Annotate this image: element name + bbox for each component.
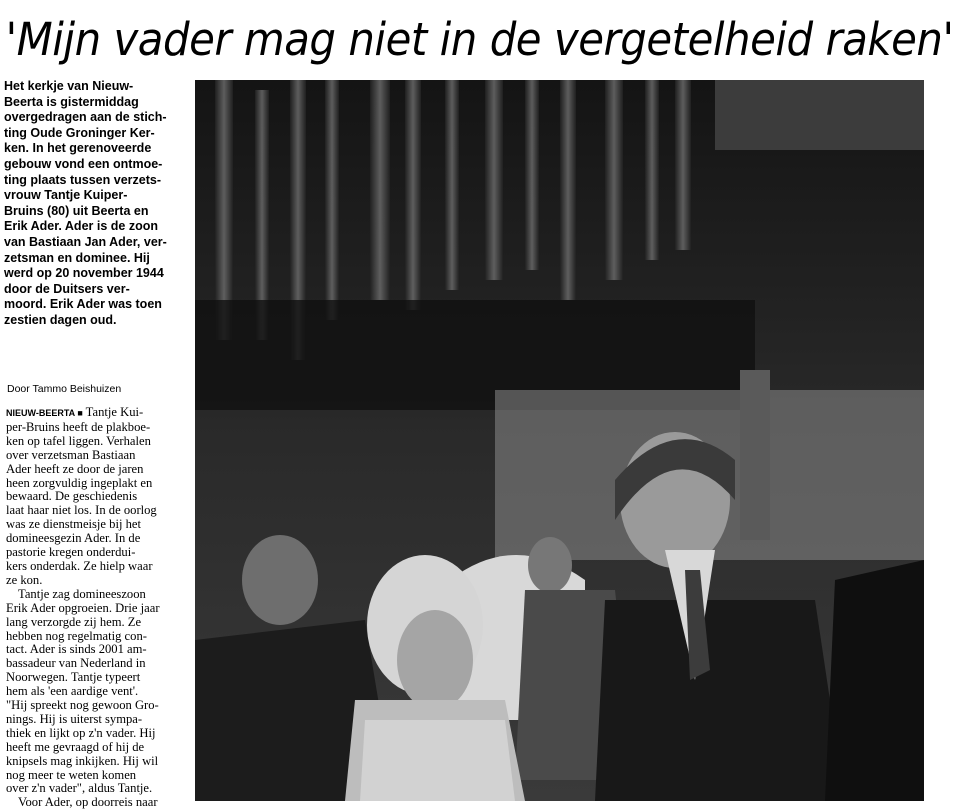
paragraph-1	[6, 406, 192, 588]
byline: Door Tammo Beishuizen	[7, 383, 122, 395]
dateline: NIEUW-BEERTA ■	[6, 408, 83, 418]
article-photo	[195, 80, 924, 801]
lead-paragraph: Het kerkje van Nieuw- Beerta is gistermiddag overgedragen aan de stich- ting Oude Groninger Ker- ken. In het gerenoveerde gebouw vond een ontmoe- ting plaats tussen verzets- vrouw Tantje Kuiper- Bruins (80) uit Beerta en Erik Ader. Ader is de zoon van Bastiaan Jan Ader, ver- zetsman en dominee. Hij werd op 20 november 1944 door de Duitsers ver- moord. Erik Ader was toen zestien dagen oud.	[4, 79, 167, 327]
article-body	[6, 405, 192, 810]
headline: 'Mijn vader mag niet in de vergetelheid raken'	[5, 13, 954, 66]
photo-church-meeting	[195, 80, 924, 801]
paragraph-1-text: Tantje Kui- per-Bruins heeft de plakboe- ken op tafel liggen. Verhalen over verzetsman Bastiaan Ader heeft ze door de jaren heen zorgvuldig ingeplakt en bewaard. De geschiedenis laat haar niet los. In de oorlog was ze dienstmeisje bij het domineesgezin Ader. In de pastorie kregen onderdui- kers onderdak. Ze hielp waar ze kon.	[6, 405, 157, 587]
paragraph-3: Voor Ader, op doorreis naar	[18, 795, 158, 810]
paragraph-2: Tantje zag domineeszoon Erik Ader opgroeien. Drie jaar lang verzorgde zij hem. Ze hebben nog regelmatig con- tact. Ader is sinds 2001 am- bassadeur van Nederland in Noorwegen. Tantje typeert hem als 'een aardige vent'. "Hij spreekt nog gewoon Gro- nings. Hij is uiterst sympa- thiek en lijkt op z'n vader. Hij heeft me gevraagd of hij de knipsels mag inkijken. Hij wil nog meer te weten komen over z'n vader", aldus Tantje.	[6, 586, 160, 796]
